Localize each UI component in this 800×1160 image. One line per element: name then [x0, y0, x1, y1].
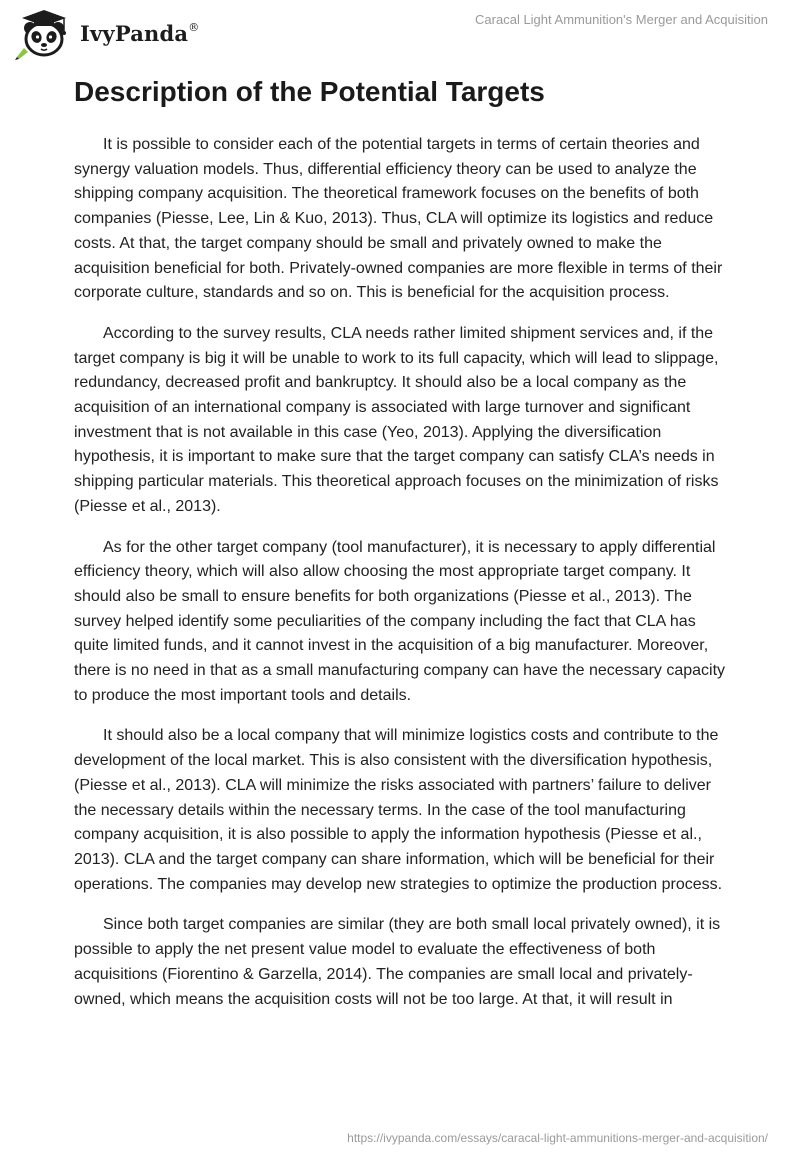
source-url[interactable]: https://ivypanda.com/essays/caracal-light-ammunitions-merger-and-acquisition/ — [347, 1131, 768, 1145]
paragraph: As for the other target company (tool manufacturer), it is necessary to apply differential efficiency theory, which will also allow choosing the most appropriate target company. It should also be small to ensure benefits for both organizations (Piesse et al., 2013). The survey helped identify some peculiarities of the company including the fact that CLA has quite limited funds, and it cannot invest in the acquisition of a big manufacturer. Moreover, there is no need in that as a small manufacturing company can have the necessary capacity to produce the most important tools and details. — [74, 538, 726, 704]
brand-name: IvyPanda® — [80, 20, 200, 46]
paragraph: According to the survey results, CLA needs rather limited shipment services and, if the target company is big it will be unable to work to its full capacity, which will lead to slippage, redundancy, decreased profit and bankruptcy. It should also be a local company as the acquisition of an international company is associated with large turnover and significant investment that is not available in this case (Yeo, 2013). Applying the diversification hypothesis, it is important to make sure that the target company can satisfy CLA’s needs in shipping particular materials. This theoretical approach focuses on the minimization of risks (Piesse et al., 2013). — [74, 324, 719, 515]
panda-graduate-icon — [14, 6, 74, 60]
page-title: Description of the Potential Targets — [74, 76, 545, 107]
paragraph: Since both target companies are similar (they are both small local privately owned), it is possible to apply the net present value model to evaluate the effectiveness of both acquisitions (Fiorentino & Garzella, 2014). The companies are small local and privately-owned, which means the acquisition costs will not be too large. At that, it will result in — [74, 916, 721, 1008]
page-header — [0, 0, 800, 70]
paragraph: It is possible to consider each of the potential targets in terms of certain theories and synergy valuation models. Thus, differential efficiency theory can be used to analyze the shipping company acquisition. The theoretical framework focuses on the benefits of both companies (Piesse, Lee, Lin & Kuo, 2013). Thus, CLA will optimize its logistics and reduce costs. At that, the target company should be small and privately owned to make the acquisition beneficial for both. Privately-owned companies are more flexible in terms of their corporate culture, standards and so on. This is beneficial for the acquisition process. — [74, 136, 723, 302]
essay-body — [74, 133, 734, 1028]
site-logo[interactable] — [14, 6, 199, 60]
running-title: Caracal Light Ammunition's Merger and Acquisition — [475, 12, 768, 27]
paragraph: It should also be a local company that will minimize logistics costs and contribute to the development of the local market. This is also consistent with the diversification hypothesis, (Piesse et al., 2013). CLA will minimize the risks associated with partners’ failure to deliver the necessary details within the necessary terms. In the case of the tool manufacturing company acquisition, it is also possible to apply the information hypothesis (Piesse et al., 2013). CLA and the target company can share information, which will be beneficial for their operations. The companies may develop new strategies to optimize the production process. — [74, 727, 723, 893]
